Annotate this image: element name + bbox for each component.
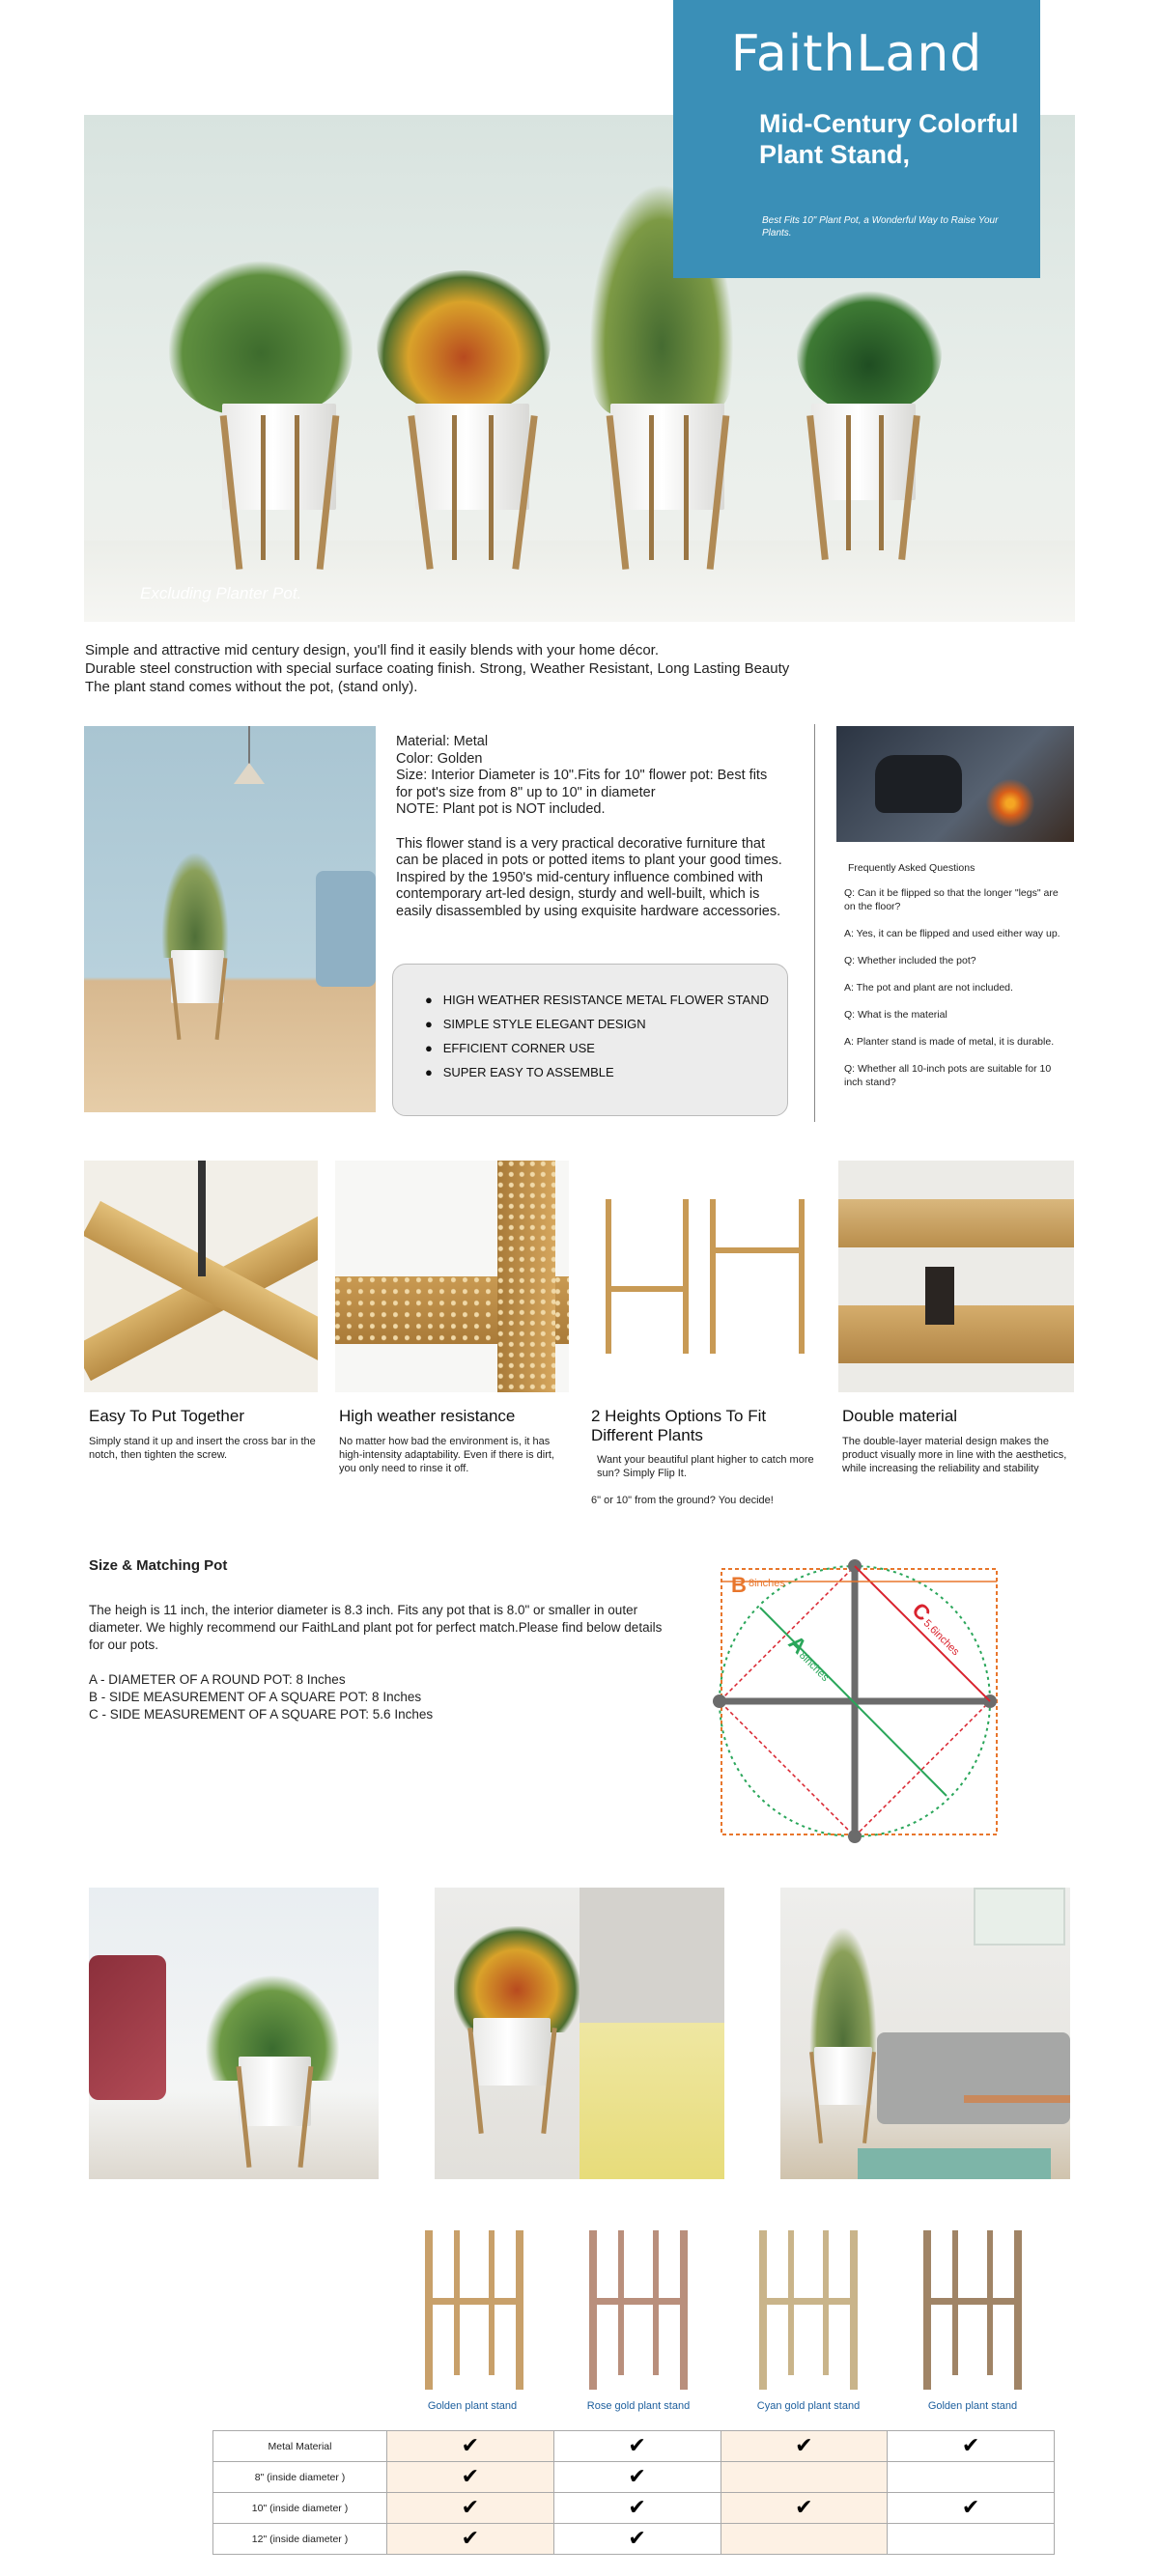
divider [814,724,815,1122]
b-value: 8inches [749,1578,785,1589]
table-cell [553,2493,721,2524]
feature-4 [842,1407,1074,1475]
feature-title: Easy To Put Together [89,1407,244,1425]
hero-caption: Excluding Planter Pot. [140,584,302,602]
faq-question: Q: Whether included the pot? [844,955,976,966]
table-cell [888,2493,1055,2524]
table-row [213,2462,1055,2493]
variant-stand-leg [1014,2230,1022,2390]
variant-stand-leg [516,2230,523,2390]
table-row-label: 10" (inside diameter ) [213,2493,387,2524]
variant-label: Golden plant stand [427,2400,518,2412]
table-row-label: 8" (inside diameter ) [213,2462,387,2493]
feature-2 [339,1407,561,1475]
faq-title: Frequently Asked Questions [848,862,975,874]
bullet-list [425,993,792,1080]
table-row-label: 12" (inside diameter ) [213,2524,387,2555]
lifestyle-photo-chair [89,1888,379,2179]
spec-line: Size: Interior Diameter is 10".Fits for 10" flower pot: Best fits for pot's size from 8" up to 10" in diameter [396,768,768,800]
variant-label: Cyan gold plant stand [756,2400,861,2412]
table-cell [888,2462,1055,2493]
bullet-item: ● EFFICIENT CORNER USE [425,1041,595,1055]
leg-dot [713,1694,726,1708]
variant-stand-bar [425,2298,523,2305]
variant-stand-bar [923,2298,1022,2305]
check-icon: ✔ [461,2526,480,2551]
size-text [89,1602,678,1723]
hero-subtitle: Best Fits 10" Plant Pot, a Wonderful Way to Raise Your Plants. [762,215,999,238]
variant-stand-leg [589,2230,597,2390]
table-cell [721,2462,888,2493]
leg-dot [848,1830,862,1843]
size-line: C - SIDE MEASUREMENT OF A SQUARE POT: 5.6 Inches [89,1707,434,1722]
check-icon: ✔ [961,2495,980,2520]
table-row-label: Metal Material [213,2431,387,2462]
faq-answer: A: Yes, it can be flipped and used either way up. [844,928,1060,939]
bullet-item: ● SUPER EASY TO ASSEMBLE [425,1065,614,1079]
table-cell [553,2462,721,2493]
faq-answer: A: Planter stand is made of metal, it is durable. [844,1036,1055,1048]
check-icon: ✔ [461,2464,480,2489]
variant-stand-leg [850,2230,858,2390]
faq-question: Q: Can it be flipped so that the longer "legs" are on the floor? [844,887,1059,912]
table-cell [553,2524,721,2555]
check-icon: ✔ [628,2526,646,2551]
check-icon: ✔ [628,2464,646,2489]
a-letter: A [783,1630,812,1659]
check-icon: ✔ [961,2433,980,2458]
check-icon: ✔ [628,2433,646,2458]
size-paragraph: The heigh is 11 inch, the interior diameter is 8.3 inch. Fits any pot that is 8.0" or smaller in outer diameter. We highly recommend our FaithLand plant pot for perfect match.Please find below details for our pots. [89,1603,663,1652]
variant-stand-leg [680,2230,688,2390]
variant-label: Golden plant stand [927,2400,1018,2412]
feature-3 [591,1407,828,1507]
feature-photo-material [838,1161,1074,1392]
check-icon: ✔ [461,2433,480,2458]
table-cell [721,2493,888,2524]
table-row [213,2493,1055,2524]
table-cell [387,2524,554,2555]
faq-question: Q: What is the material [844,1009,947,1021]
faq-answer: A: The pot and plant are not included. [844,982,1013,994]
table-cell [387,2493,554,2524]
check-icon: ✔ [795,2433,813,2458]
hero-shelf [84,541,1075,622]
lifestyle-photo-living [780,1888,1070,2179]
variant-stand-cyan-gold [759,2230,858,2390]
check-icon: ✔ [461,2495,480,2520]
spec-line: NOTE: Plant pot is NOT included. [396,801,606,817]
table-cell [387,2431,554,2462]
size-title: Size & Matching Pot [89,1557,228,1574]
table-row [213,2431,1055,2462]
brand-logo: FaithLand [730,25,983,83]
spec-line: Material: Metal [396,734,489,749]
feature-1 [89,1407,321,1462]
table-cell [888,2524,1055,2555]
size-line: B - SIDE MEASUREMENT OF A SQUARE POT: 8 Inches [89,1690,422,1704]
table-cell [721,2431,888,2462]
feature-photo-weather [335,1161,569,1392]
bullet-item: ● HIGH WEATHER RESISTANCE METAL FLOWER STAND [425,993,769,1007]
size-diagram [710,1550,1009,1849]
variant-stand-golden [425,2230,523,2390]
spec-list [396,734,782,920]
variant-stand-leg [759,2230,767,2390]
feature-desc: 6" or 10" from the ground? You decide! [591,1495,774,1506]
feature-desc: No matter how bad the environment is, it has high-intensity adaptability. Even if there is dirt, you only need to rinse it off. [339,1436,554,1474]
intro-line: The plant stand comes without the pot, (stand only). [85,679,418,695]
variant-stand-leg [923,2230,931,2390]
check-icon: ✔ [628,2495,646,2520]
feature-desc: Simply stand it up and insert the cross bar in the notch, then tighten the screw. [89,1436,316,1461]
c-value: 5.6inches [920,1617,962,1659]
faq-list [844,886,1071,1089]
table-cell [553,2431,721,2462]
variant-stand-golden-2 [923,2230,1022,2390]
feature-photo-heights [586,1161,820,1392]
table-row [213,2524,1055,2555]
c-dimension-line [855,1566,990,1701]
variant-stand-leg [425,2230,433,2390]
feature-title: High weather resistance [339,1407,516,1425]
intro-line: Durable steel construction with special surface coating finish. Strong, Weather Resistant, Long Lasting Beauty [85,660,790,677]
a-value: 8inches [796,1649,832,1684]
variant-stand-bar [589,2298,688,2305]
spec-line: Color: Golden [396,750,483,767]
table-cell [888,2431,1055,2462]
room-photo [84,726,376,1112]
table-cell [387,2462,554,2493]
feature-title: Double material [842,1407,958,1425]
feature-desc: Want your beautiful plant higher to catch more sun? Simply Flip It. [597,1454,814,1479]
variant-label: Rose gold plant stand [586,2400,691,2412]
feature-title: 2 Heights Options To Fit Different Plants [591,1407,767,1444]
feature-photo-assembly [84,1161,318,1392]
check-icon: ✔ [795,2495,813,2520]
size-line: A - DIAMETER OF A ROUND POT: 8 Inches [89,1672,346,1687]
intro-line: Simple and attractive mid century design, you'll find it easily blends with your home décor. [85,642,659,658]
faq-question: Q: Whether all 10-inch pots are suitable for 10 inch stand? [844,1063,1052,1088]
lifestyle-photo-bedroom [435,1888,724,2179]
c-letter: C [907,1597,936,1626]
grinding-photo [836,726,1074,842]
table-cell [721,2524,888,2555]
variant-stand-rose-gold [589,2230,688,2390]
feature-desc: The double-layer material design makes the product visually more in line with the aesthetics, while increasing the reliability and stability [842,1436,1067,1474]
comparison-table [212,2430,1055,2555]
variant-stand-bar [759,2298,858,2305]
spec-description: This flower stand is a very practical decorative furniture that can be placed in pots or potted items to plant your good times. Inspired by the 1950's mid-century influence combined with contemporary art-led design, sturdy and well-built, which is easily disassembled by using exquisite hardware accessories. [396,835,782,919]
bullet-item: ● SIMPLE STYLE ELEGANT DESIGN [425,1017,646,1031]
intro-text [85,641,1051,696]
b-letter: B [731,1573,747,1597]
hero-title: Mid-Century Colorful Plant Stand, [759,109,1019,169]
